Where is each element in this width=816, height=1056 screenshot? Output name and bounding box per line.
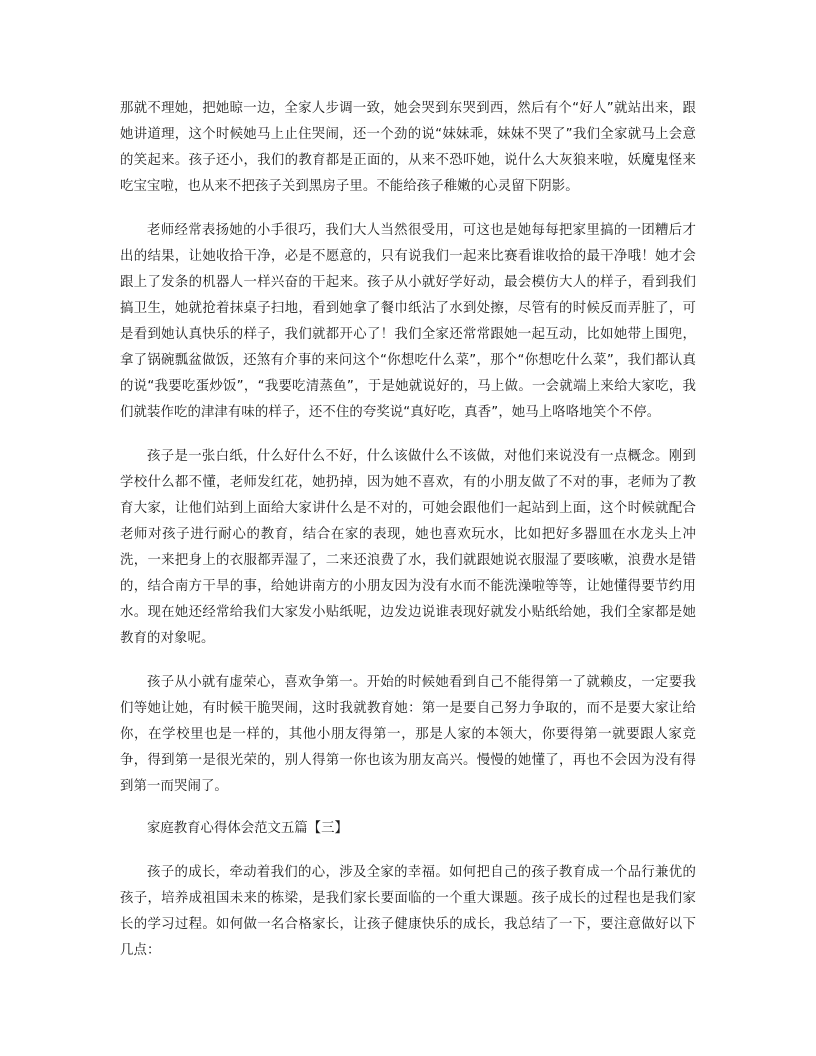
- paragraph-5: 孩子的成长，牵动着我们的心，涉及全家的幸福。如何把自己的孩子教育成一个品行兼优的孩子，培养成祖国未来的栋梁，是我们家长要面临的一个重大课题。孩子成长的过程也是我们家长的学习过程。如何做一名合格家长，让孩子健康快乐的成长，我总结了一下，要注意做好以下几点：: [120, 865, 696, 958]
- paragraph-2: 老师经常表扬她的小手很巧，我们大人当然很受用，可这也是她每每把家里搞的一团糟后才出的结果，让她收拾干净，必是不愿意的，只有说我们一起来比赛看谁收拾的最干净哦！她才会跟上了发条的机器人一样兴奋的干起来。孩子从小就好学好动，最会模仿大人的样子，看到我们搞卫生，她就抢着抹桌子扫地，看到她拿了餐巾纸沾了水到处擦，尽管有的时候反而弄脏了，可是看到她认真快乐的样子，我们就都开心了！我们全家还常常跟她一起互动，比如她带上围兜，拿了锅碗瓢盆做饭，还煞有介事的来问这个“你想吃什么菜”，那个“你想吃什么菜”，我们都认真的说“我要吃蛋炒饭”，“我要吃清蒸鱼”，于是她就说好的，马上做。一会就端上来给大家吃，我们就装作吃的津津有味的样子，还不住的夸奖说“真好吃，真香”，她马上咯咯地笑个不停。: [120, 223, 696, 420]
- document-page: [120, 96, 696, 964]
- paragraph-4: 孩子从小就有虚荣心，喜欢争第一。开始的时候她看到自己不能得第一了就赖皮，一定要我们等她让她，有时候干脆哭闹，这时我就教育她：第一是要自己努力争取的，而不是要大家让给你，在学校里也是一样的，其他小朋友得第一，那是人家的本领大，你要得第一就要跟人家竞争，得到第一是很光荣的，别人得第一你也该为朋友高兴。慢慢的她懂了，再也不会因为没有得到第一而哭闹了。: [120, 675, 696, 794]
- paragraph-1: 那就不理她，把她晾一边，全家人步调一致，她会哭到东哭到西，然后有个“好人”就站出来，跟她讲道理，这个时候她马上止住哭闹，还一个劲的说“妹妹乖，妹妹不哭了”我们全家就马上会意的笑起来。孩子还小，我们的教育都是正面的，从来不恐吓她，说什么大灰狼来啦，妖魔鬼怪来吃宝宝啦，也从来不把孩子关到黑房子里。不能给孩子稚嫩的心灵留下阴影。: [120, 101, 696, 194]
- section-heading: 家庭教育心得体会范文五篇【三】: [147, 821, 348, 836]
- paragraph-3: 孩子是一张白纸，什么好什么不好，什么该做什么不该做，对他们来说没有一点概念。刚到学校什么都不懂，老师发红花，她扔掉，因为她不喜欢，有的小朋友做了不对的事，老师为了教育大家，让他们站到上面给大家讲什么是不对的，可她会跟他们一起站到上面，这个时候就配合老师对孩子进行耐心的教育，结合在家的表现，她也喜欢玩水，比如把好多器皿在水龙头上冲洗，一来把身上的衣服都弄湿了，二来还浪费了水，我们就跟她说衣服湿了要咳嗽，浪费水是错的，结合南方干旱的事，给她讲南方的小朋友因为没有水而不能洗澡啦等等，让她懂得要节约用水。现在她还经常给我们大家发小贴纸呢，边发边说谁表现好就发小贴纸给她，我们全家都是她教育的对象呢。: [120, 449, 696, 646]
